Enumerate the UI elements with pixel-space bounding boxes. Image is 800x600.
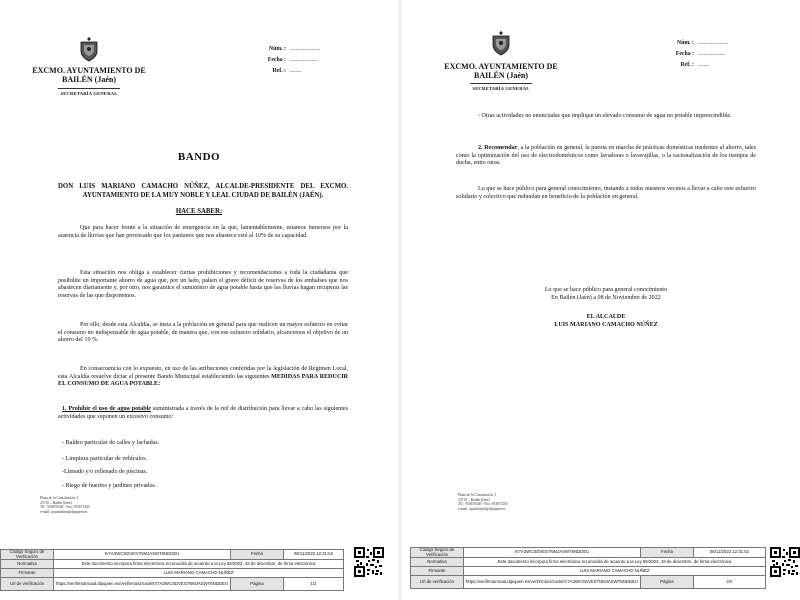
address-line: Tlf.: 953670540 - Fax: 953671205 (458, 502, 508, 507)
date-label: Fecha (230, 550, 283, 560)
verification-code: IV7A3WCSDVES7NMJASWT6NDDEU (54, 550, 231, 560)
ref-value: ........ (698, 62, 710, 68)
reference-box (664, 38, 728, 71)
signature-date: 08/11/2022 12:31:52 (693, 548, 765, 558)
num-label: Núm. : (676, 40, 694, 46)
organization-line-1: EXCMO. AYUNTAMIENTO DE (444, 62, 558, 71)
measures-heading: MEDIDAS PARA REDUCIR EL CONSUMO DE AGUA POTABLE: (58, 373, 349, 388)
organization-line-1: EXCMO. AYUNTAMIENTO DE (32, 66, 146, 75)
signer-name: LUIS MARIANO CAMACHO NUÑEZ (464, 567, 766, 576)
department-divider (58, 88, 120, 89)
address-line: e-mail: ayuntbailen@dipujaen.es (40, 509, 88, 514)
reference-box (256, 44, 320, 77)
closing-place-date: En Bailén (Jaén) a 08 de Noviembre de 2022 (551, 295, 661, 301)
fecha-label: Fecha : (675, 51, 694, 57)
address-line: e-mail: ayuntbailen@dipujaen.es (458, 506, 506, 511)
fecha-label: Fecha : (267, 57, 286, 63)
mayor-heading: DON LUIS MARIANO CAMACHO NÚÑEZ, ALCALDE-PRESIDENTE DEL EXCMO. AYUNTAMIENTO DE LA MUY NOBLE Y LEAL CIUDAD DE BAILÉN (JAÉN). (58, 183, 348, 199)
list-item: - Baldeo particular de calles y fachadas. (62, 440, 160, 446)
organization-line-2: BAILÉN (Jaén) (473, 71, 528, 80)
address-line: 23710 – Bailén (Jaén) (458, 497, 490, 502)
document-page-2 (402, 0, 800, 600)
signer-title: EL ALCALDE (586, 314, 626, 320)
address-line: Plaza de la Constitución, 1 (40, 496, 79, 500)
verification-url-label: Url de verificación (1, 578, 54, 591)
signature-verification-table (0, 549, 344, 591)
paragraph-2: Esta situación nos obliga a establecer ciertas prohibiciones y recomendaciones a toda la ciudadanía que posibilite un importante ahorro de agua que, por un lado, palien el grave déficit de reservas de los embalses que nos abastecen diariamente y, por otro, nos garantice el suministro de agua potable hasta que las lluvias hagan recuperar las reservas de las que disponemos. (58, 270, 348, 299)
page-label: Página (230, 578, 283, 591)
recommend-heading: 2. Recomendar (478, 145, 518, 151)
department-name: SECRETARÍA GENERAL (60, 91, 118, 96)
organization-name (432, 62, 570, 80)
page-number: 2/2 (693, 576, 765, 589)
regulation-text: Este documento incorpora firma electrónica reconocida de acuerdo a la Ley 59/2003, 19 de diciembre, de firma electrónica (54, 560, 344, 569)
recommend-text: , a la población en general, la puesta en marcha de prácticas domésticas tendentes al ahorro, tales como la optimización del uso de electrodomésticos como lavadoras o lavavajillas, o la racionalización de los tiempos de ducha, entre otras. (456, 145, 756, 167)
coat-of-arms-icon (490, 30, 512, 56)
address-line: Plaza de la Constitución, 1 (458, 493, 497, 497)
page-label: Página (640, 576, 693, 589)
verification-code-label: Código Seguro de Verificación (411, 548, 464, 558)
paragraph-recommend (456, 145, 756, 168)
document-title: BANDO (177, 151, 221, 163)
date-label: Fecha (640, 548, 693, 558)
paragraph-other-activities: - Otras actividades no enunciadas que implique un elevado consumo de agua no potable imprescindible. (478, 113, 732, 119)
paragraph-4 (58, 366, 348, 389)
signer-name: LUIS MARIANO CAMACHO NÚÑEZ (554, 322, 658, 328)
paragraph-1: Que para hacer frente a la situación de emergencia en la que, lamentablemente, estamos inmersos por la ausencia de lluvias que han provocado que los pantanos que nos abastece esté al 10% de su capacidad. (58, 225, 348, 239)
paragraph-3: Por ello, desde esta Alcaldía, se insta a la población en general para que realicen un mayor esfuerzo en evitar el consumo no indispensable de agua potable, de manera que, con ese esfuerzo solidario, alcancemos el objetivo de un ahorro del 10 %. (58, 322, 348, 344)
closing-statement: Lo que se hace público para general conocimiento (544, 287, 668, 293)
list-item: -Llenado y/o rellenado de piscinas. (62, 469, 148, 475)
paragraph-5 (58, 406, 348, 421)
signature-date: 08/11/2022 12:31:52 (283, 550, 343, 560)
hace-saber-heading: HACE SABER: (175, 208, 223, 215)
verification-url-label: Url de verificación (411, 576, 464, 589)
verification-url[interactable]: https://verifirmamoad.dipujaen.es/verifirmav2/code/IV7A3WCSDVES7NMJASWT6NDDEU (54, 578, 231, 591)
num-value: ..................... (698, 40, 729, 46)
qr-code-icon (770, 547, 800, 577)
ref-label: Ref. : (680, 62, 694, 68)
organization-line-2: BAILÉN (Jaén) (61, 75, 116, 84)
list-item: - Riego de huertos y jardines privados. (62, 483, 157, 489)
qr-code-icon (354, 547, 384, 577)
fecha-value: ................... (290, 57, 318, 63)
regulation-label: Normativa (411, 558, 464, 567)
department-name: SECRETARÍA GENERAL (472, 86, 530, 91)
paragraph-public-notice: Lo que se hace público para general conocimiento, instando a todos nuestros vecinos a llevar a cabo este esfuerzo solidario y colectivo que redundan en beneficio de la población en general. (456, 186, 756, 200)
signer-name: LUIS MARIANO CAMACHO NUÑEZ (54, 569, 344, 578)
prohibition-text: suministrada a través de la red de distribución para llevar a cabo las siguientes actividades que suponen un excesivo consumo: (58, 406, 348, 420)
coat-of-arms-icon (78, 36, 100, 62)
signature-verification-table (410, 547, 766, 589)
paragraph-4-text: En consecuencia con lo expuesto, en uso de las atribuciones conferidas por la legislación de Régimen Local, esta Alcaldía resuelve dictar el presente Bando Municipal estableciendo las siguientes (58, 366, 348, 380)
regulation-text: Este documento incorpora firma electrónica reconocida de acuerdo a la Ley 59/2003, 19 de diciembre, de firma electrónica (464, 558, 766, 567)
signer-label: Firmante (411, 567, 464, 576)
num-label: Núm. : (268, 46, 286, 52)
regulation-label: Normativa (1, 560, 54, 569)
num-value: ..................... (290, 46, 321, 52)
address-line: Tlf.: 953670540 - Fax: 953671205 (40, 505, 90, 510)
verification-code-label: Código Seguro de Verificación (1, 550, 54, 560)
ref-value: ........ (290, 68, 302, 74)
verification-url[interactable]: https://verifirmamoad.dipujaen.es/verifirmav2/code/IV7A3WCSDVES7NMJASWT6NDDEU (464, 576, 641, 589)
page-number: 1/2 (283, 578, 343, 591)
list-item: - Limpieza particular de vehículos. (62, 456, 148, 462)
department-divider (470, 83, 532, 84)
organization-name (20, 66, 158, 84)
document-page-1 (0, 0, 398, 600)
address-block (458, 493, 508, 511)
fecha-value: ................... (698, 51, 726, 57)
verification-code: IV7A3WCSDVES7NMJASWT6NDDEU (464, 548, 641, 558)
signer-label: Firmante (1, 569, 54, 578)
ref-label: Ref. : (272, 68, 286, 74)
address-block (40, 496, 90, 514)
prohibition-heading: 1. Prohibir el uso de agua potable (62, 406, 151, 412)
address-line: 23710 – Bailén (Jaén) (40, 500, 72, 505)
